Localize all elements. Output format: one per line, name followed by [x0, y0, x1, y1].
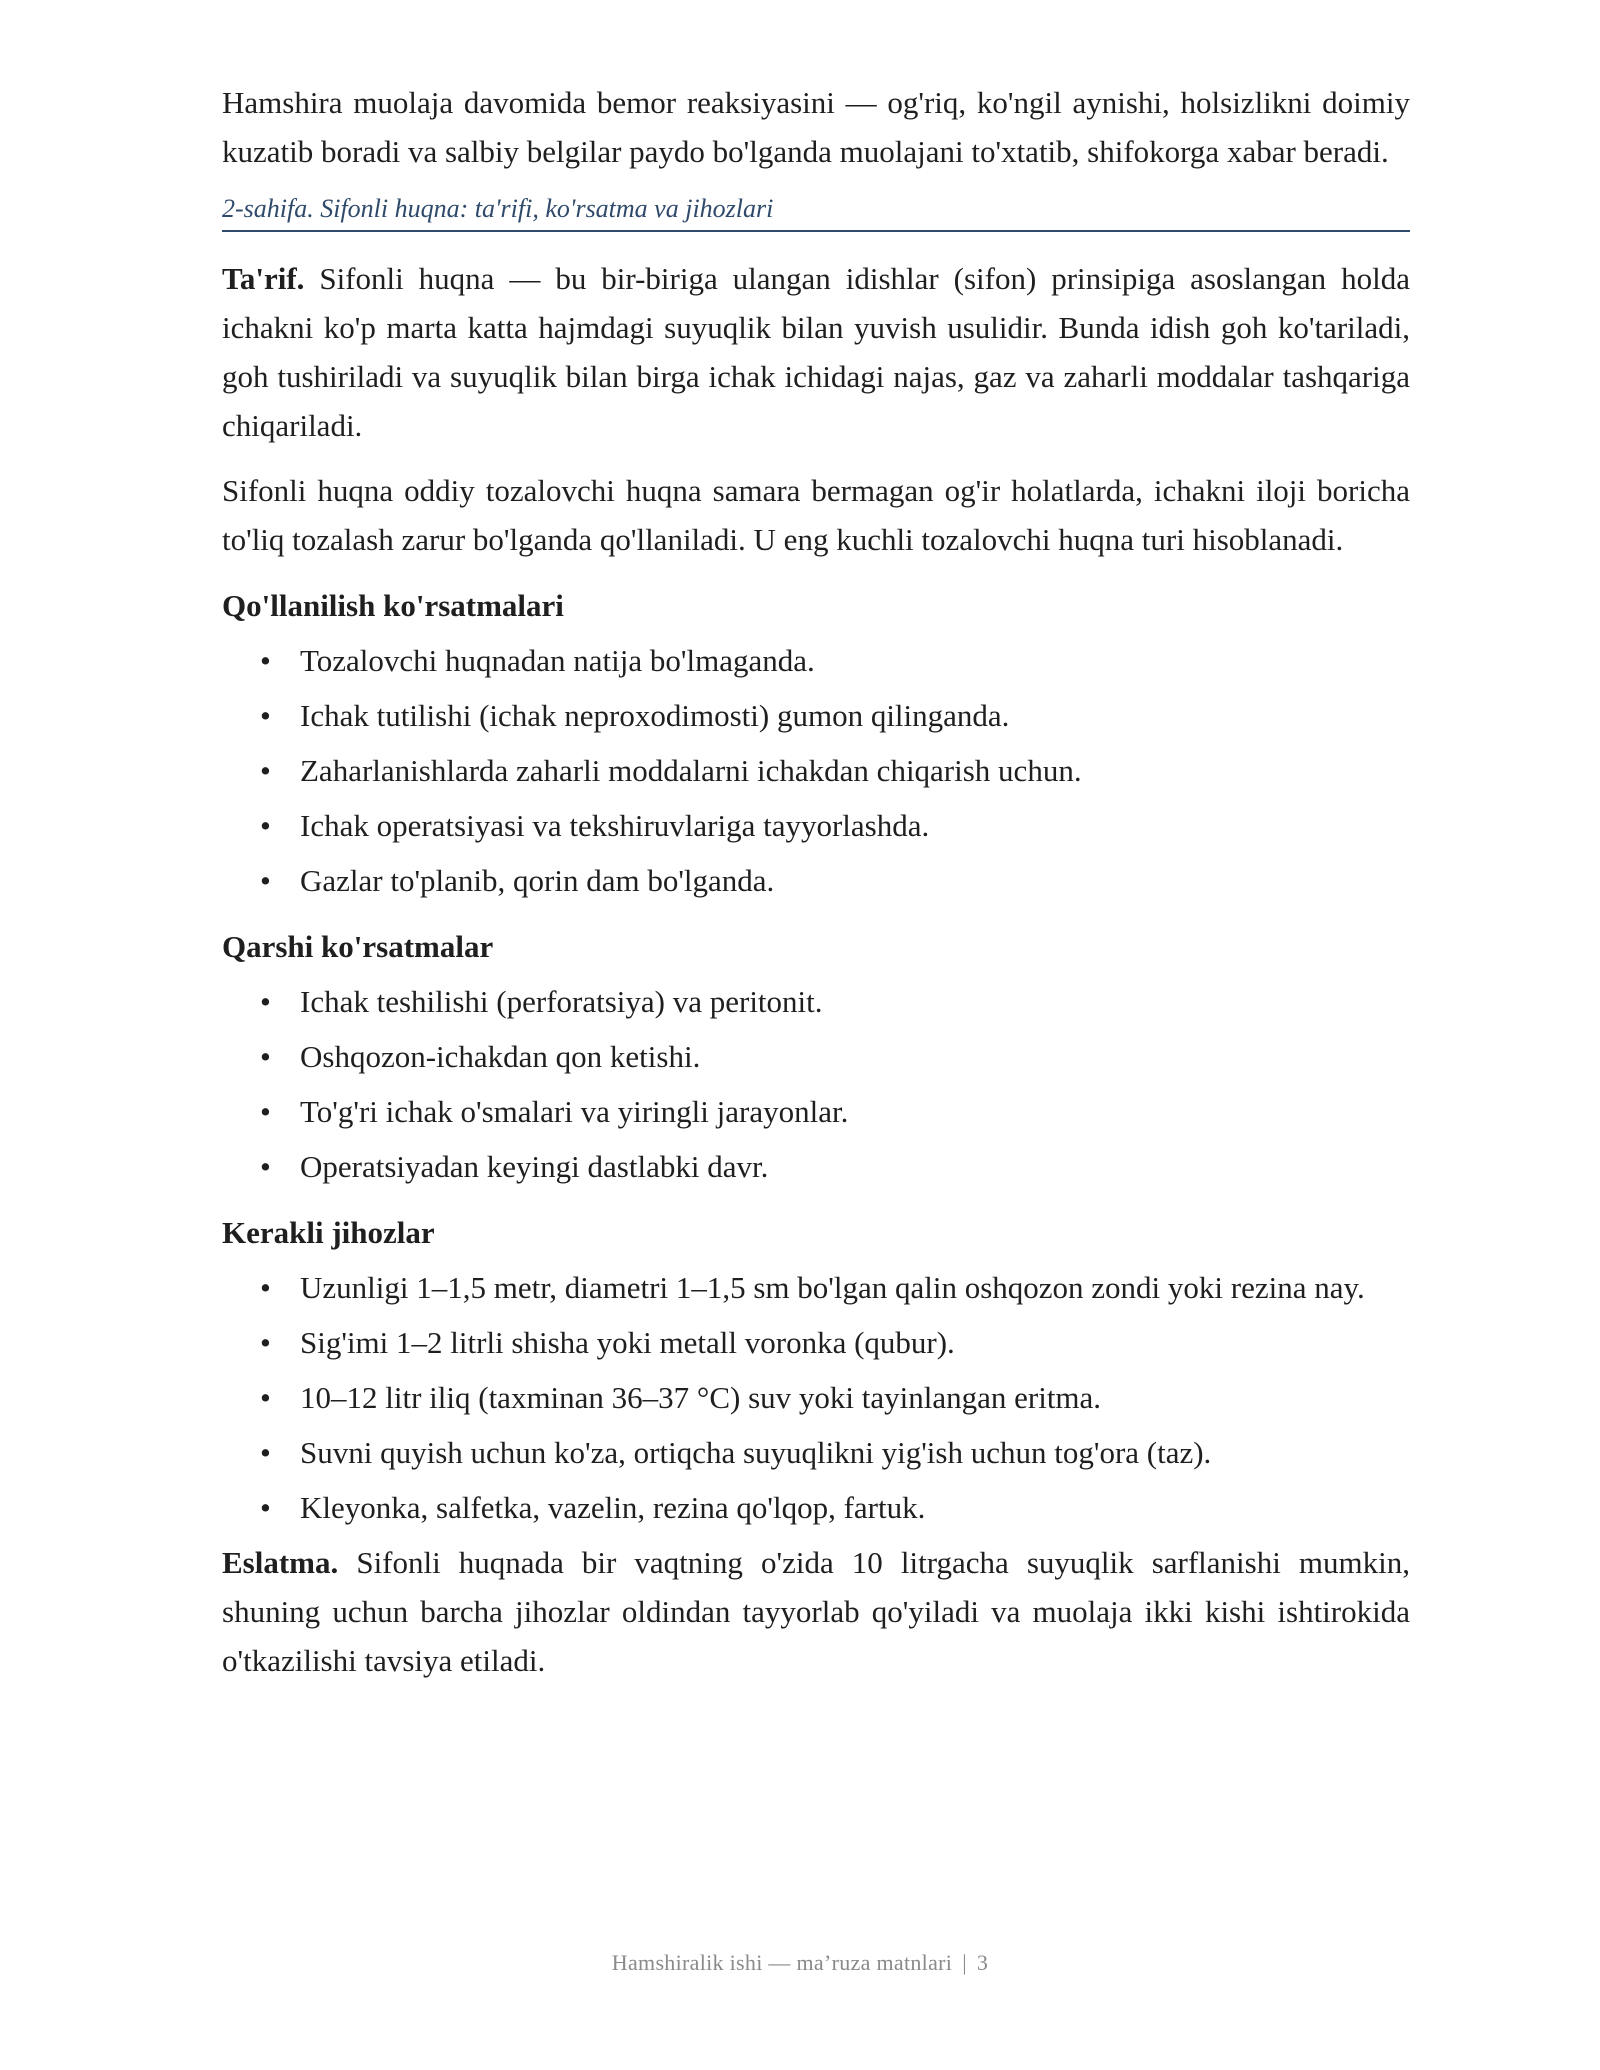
list-item-text: Suvni quyish uchun ko'za, ortiqcha suyuqlikni yig'ish uchun tog'ora (taz).	[300, 1435, 1212, 1470]
bullet-icon: •	[260, 1094, 271, 1129]
list-item	[222, 636, 1410, 685]
list-item-text: Operatsiyadan keyingi dastlabki davr.	[300, 1149, 769, 1184]
list-item-text: Oshqozon-ichakdan qon ketishi.	[300, 1039, 701, 1074]
bullet-icon: •	[260, 863, 271, 898]
list-item	[222, 1142, 1410, 1191]
list-item	[222, 801, 1410, 850]
footer-separator: |	[962, 1950, 967, 1975]
bullet-icon: •	[260, 1149, 271, 1184]
page-number: 3	[976, 1950, 989, 1975]
definition-text: Sifonli huqna — bu bir-biriga ulangan idishlar (sifon) prinsipiga asoslangan holda ichakni ko'p marta katta hajmdagi suyuqlik bilan yuvish usulidir. Bunda idish goh ko'tariladi, goh tushiriladi va suyuqlik bilan birga ichak ichidagi najas, gaz va zaharli moddalar tashqariga chiqariladi.	[222, 261, 1410, 443]
note-text: Sifonli huqnada bir vaqtning o'zida 10 litrgacha suyuqlik sarflanishi mumkin, shuning uchun barcha jihozlar oldindan tayyorlab qo'yiladi va muolaja ikki kishi ishtirokida o'tkazilishi tavsiya etiladi.	[222, 1545, 1410, 1678]
list-item-text: Uzunligi 1–1,5 metr, diametri 1–1,5 sm bo'lgan qalin oshqozon zondi yoki rezina nay.	[300, 1270, 1365, 1305]
list-item-text: Ichak tutilishi (ichak neproxodimosti) gumon qilinganda.	[300, 698, 1010, 733]
bullet-icon: •	[260, 1325, 271, 1360]
list-item-text: Sig'imi 1–2 litrli shisha yoki metall voronka (qubur).	[300, 1325, 955, 1360]
contraindications-list	[222, 977, 1410, 1191]
list-item	[222, 1483, 1410, 1532]
list-item	[222, 1263, 1410, 1312]
list-item	[222, 746, 1410, 795]
contraindications-heading: Qarshi ko'rsatmalar	[222, 929, 494, 964]
indications-list	[222, 636, 1410, 905]
list-item-text: Ichak operatsiyasi va tekshiruvlariga tayyorlashda.	[300, 808, 930, 843]
bullet-icon: •	[260, 1435, 271, 1470]
document-page	[222, 78, 1410, 1685]
bullet-icon: •	[260, 1039, 271, 1074]
definition-paragraph	[222, 254, 1410, 450]
intro-paragraph: Hamshira muolaja davomida bemor reaksiyasini — og'riq, ko'ngil aynishi, holsizlikni doimiy kuzatib boradi va salbiy belgilar paydo bo'lganda muolajani to'xtatib, shifokorga xabar beradi.	[222, 85, 1410, 169]
bullet-icon: •	[260, 643, 271, 678]
list-item-text: To'g'ri ichak o'smalari va yiringli jarayonlar.	[300, 1094, 849, 1129]
usage-paragraph: Sifonli huqna oddiy tozalovchi huqna samara bermagan og'ir holatlarda, ichakni iloji boricha to'liq tozalash zarur bo'lganda qo'llaniladi. U eng kuchli tozalovchi huqna turi hisoblanadi.	[222, 473, 1410, 557]
bullet-icon: •	[260, 1490, 271, 1525]
list-item	[222, 691, 1410, 740]
list-item-text: 10–12 litr iliq (taxminan 36–37 °C) suv yoki tayinlangan eritma.	[300, 1380, 1102, 1415]
equipment-list	[222, 1263, 1410, 1532]
equipment-heading: Kerakli jihozlar	[222, 1215, 435, 1250]
list-item	[222, 856, 1410, 905]
page-footer	[0, 1950, 1600, 1976]
list-item-text: Zaharlanishlarda zaharli moddalarni ichakdan chiqarish uchun.	[300, 753, 1082, 788]
list-item	[222, 1087, 1410, 1136]
bullet-icon: •	[260, 984, 271, 1019]
note-paragraph	[222, 1538, 1410, 1685]
definition-label: Ta'rif.	[222, 261, 305, 296]
list-item	[222, 1373, 1410, 1422]
list-item	[222, 1318, 1410, 1367]
list-item	[222, 1428, 1410, 1477]
bullet-icon: •	[260, 753, 271, 788]
bullet-icon: •	[260, 1380, 271, 1415]
bullet-icon: •	[260, 698, 271, 733]
section-header: 2-sahifa. Sifonli huqna: ta'rifi, ko'rsatma va jihozlari	[222, 192, 1410, 232]
list-item	[222, 1032, 1410, 1081]
footer-title: Hamshiralik ishi — ma’ruza matnlari	[611, 1950, 953, 1975]
bullet-icon: •	[260, 808, 271, 843]
indications-heading: Qo'llanilish ko'rsatmalari	[222, 588, 564, 623]
list-item-text: Tozalovchi huqnadan natija bo'lmaganda.	[300, 643, 815, 678]
list-item	[222, 977, 1410, 1026]
list-item-text: Ichak teshilishi (perforatsiya) va peritonit.	[300, 984, 823, 1019]
list-item-text: Gazlar to'planib, qorin dam bo'lganda.	[300, 863, 775, 898]
note-label: Eslatma.	[222, 1545, 339, 1580]
list-item-text: Kleyonka, salfetka, vazelin, rezina qo'lqop, fartuk.	[300, 1490, 926, 1525]
bullet-icon: •	[260, 1270, 271, 1305]
